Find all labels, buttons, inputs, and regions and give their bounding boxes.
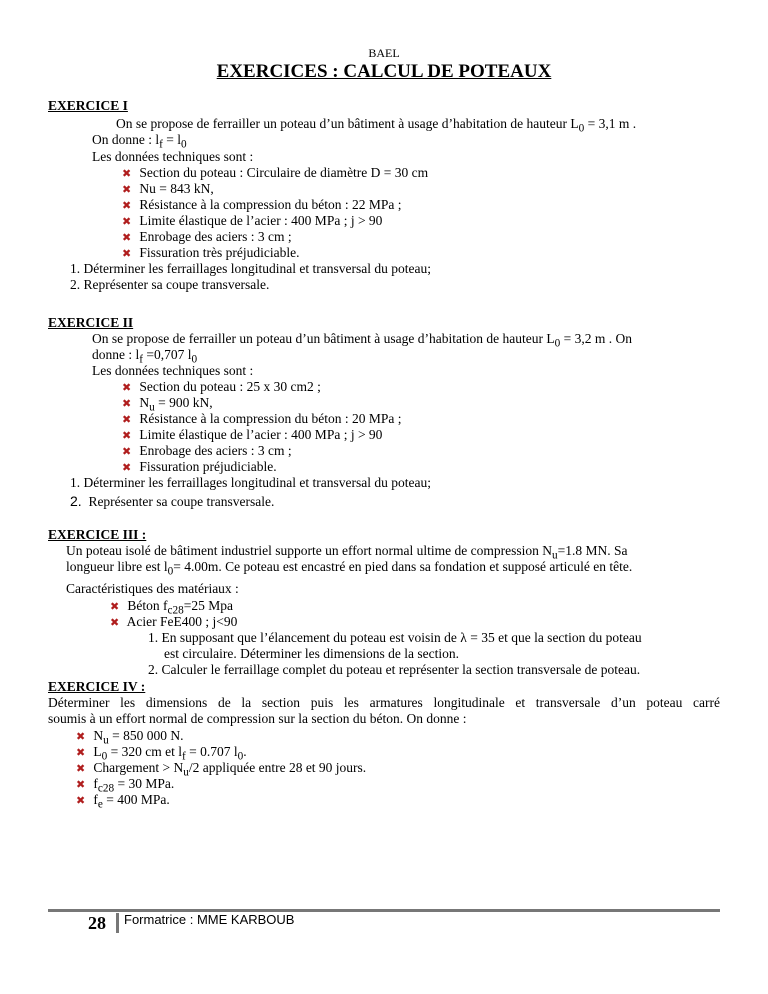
cross-mark-icon: ✖ [122, 397, 132, 410]
ex2-bullet-4: ✖ Limite élastique de l’acier : 400 MPa ; j > 90 [122, 427, 383, 442]
ex4-bullet-1: ✖ $N_u = 850$ 000 N. [76, 728, 184, 747]
ex1-question-2: 2. Représenter sa coupe transversale. [70, 277, 270, 292]
page-number: 28 [88, 913, 106, 933]
cross-mark-icon: ✖ [122, 167, 132, 180]
ex2-given: donne : $l_f =0,707$ $l_0$ [92, 347, 198, 366]
ex2-question-1: 1. Déterminer les ferraillages longitudinal et transversal du poteau; [70, 475, 431, 490]
ex3-materials-intro: Caractéristiques des matériaux : [66, 581, 239, 596]
ex1-tech-intro: Les données techniques sont : [92, 149, 254, 164]
ex4-bullet-3: ✖ Chargement > $N_u/2$ appliquée entre 28 et 90 jours. [76, 760, 367, 779]
ex2-bullet-6: ✖ Fissuration préjudiciable. [122, 459, 277, 474]
cross-mark-icon: ✖ [76, 778, 86, 791]
ex3-paragraph-line-2: longueur libre est $l_0= 4.00m$. Ce poteau est encastré en pied dans sa fondation et supposé articulé en tête. [66, 559, 633, 578]
cross-mark-icon: ✖ [76, 762, 86, 775]
footer-divider [116, 913, 119, 933]
ex3-question-1-cont: est circulaire. Déterminer les dimensions de la section. [164, 646, 460, 661]
ex1-bullet-1: ✖ Section du poteau : Circulaire de diamètre D = 30 cm [122, 165, 429, 180]
cross-mark-icon: ✖ [122, 247, 132, 260]
exercise-2-heading: EXERCICE II [48, 315, 134, 330]
exercise-1-heading: EXERCICE I [48, 98, 128, 113]
cross-mark-icon: ✖ [122, 381, 132, 394]
ex3-paragraph-line-1: Un poteau isolé de bâtiment industriel supporte un effort normal ultime de compression $N_u=1.8$ MN. Sa [66, 543, 628, 562]
cross-mark-icon: ✖ [76, 794, 86, 807]
ex4-paragraph-line-2: soumis à un effort normal de compression sur la section du béton. On donne : [48, 711, 467, 726]
ex1-bullet-6: ✖ Fissuration très préjudiciable. [122, 245, 300, 260]
ex2-tech-intro: Les données techniques sont : [92, 363, 254, 378]
header-subject: BAEL [368, 46, 400, 60]
ex1-bullet-5: ✖ Enrobage des aciers : 3 cm ; [122, 229, 292, 244]
ex1-question-1: 1. Déterminer les ferraillages longitudinal et transversal du poteau; [70, 261, 431, 276]
ex1-bullet-3: ✖ Résistance à la compression du béton : 22 MPa ; [122, 197, 402, 212]
cross-mark-icon: ✖ [122, 461, 132, 474]
footer-author: Formatrice : MME KARBOUB [124, 912, 295, 927]
exercise-3-heading: EXERCICE III : [48, 527, 147, 542]
cross-mark-icon: ✖ [122, 215, 132, 228]
ex3-bullet-1: ✖ Béton $f_{c28}=25$ Mpa [110, 598, 233, 617]
ex4-bullet-5: ✖ $f_e = 400$ MPa. [76, 792, 170, 811]
cross-mark-icon: ✖ [122, 183, 132, 196]
cross-mark-icon: ✖ [122, 445, 132, 458]
ex1-given: On donne : $l_f = l_0$ [92, 132, 187, 151]
ex3-question-1: 1. En supposant que l’élancement du poteau est voisin de λ = 35 et que la section du poteau [148, 630, 642, 645]
cross-mark-icon: ✖ [76, 746, 86, 759]
ex4-bullet-4: ✖ $f_{c28} = 30$ MPa. [76, 776, 175, 795]
ex2-bullet-3: ✖ Résistance à la compression du béton : 20 MPa ; [122, 411, 402, 426]
cross-mark-icon: ✖ [122, 413, 132, 426]
ex3-bullet-2: ✖ Acier FeE400 ; j<90 [110, 614, 238, 629]
page-title: EXERCICES : CALCUL DE POTEAUX [216, 61, 552, 82]
cross-mark-icon: ✖ [76, 730, 86, 743]
ex2-bullet-1: ✖ Section du poteau : 25 x 30 cm2 ; [122, 379, 321, 394]
ex2-bullet-2: ✖ $N_u = 900$ kN, [122, 395, 213, 414]
ex2-bullet-5: ✖ Enrobage des aciers : 3 cm ; [122, 443, 292, 458]
cross-mark-icon: ✖ [122, 199, 132, 212]
cross-mark-icon: ✖ [110, 616, 120, 629]
ex3-question-2: 2. Calculer le ferraillage complet du poteau et représenter la section transversale de poteau. [148, 662, 641, 677]
exercise-4-heading: EXERCICE IV : [48, 679, 146, 694]
cross-mark-icon: ✖ [110, 600, 120, 613]
ex1-intro: On se propose de ferrailler un poteau d’un bâtiment à usage d’habitation de hauteur $L_0 = 3,1$ m . [116, 116, 637, 135]
ex4-paragraph-line-1: Déterminer les dimensions de la section puis les armatures longitudinale et transversale d’un poteau carré [48, 695, 720, 710]
ex1-bullet-4: ✖ Limite élastique de l’acier : 400 MPa ; j > 90 [122, 213, 383, 228]
ex2-intro: On se propose de ferrailler un poteau d’un bâtiment à usage d’habitation de hauteur $L_0 = 3,2$ m . On [92, 331, 632, 350]
cross-mark-icon: ✖ [122, 231, 132, 244]
ex2-question-2: 2. Représenter sa coupe transversale. [70, 493, 275, 509]
ex1-bullet-2: ✖ Nu = 843 kN, [122, 181, 214, 196]
cross-mark-icon: ✖ [122, 429, 132, 442]
ex4-bullet-2: ✖ $L_0 = 320$ cm et $l_f = 0.707$ $l_0$. [76, 744, 247, 763]
